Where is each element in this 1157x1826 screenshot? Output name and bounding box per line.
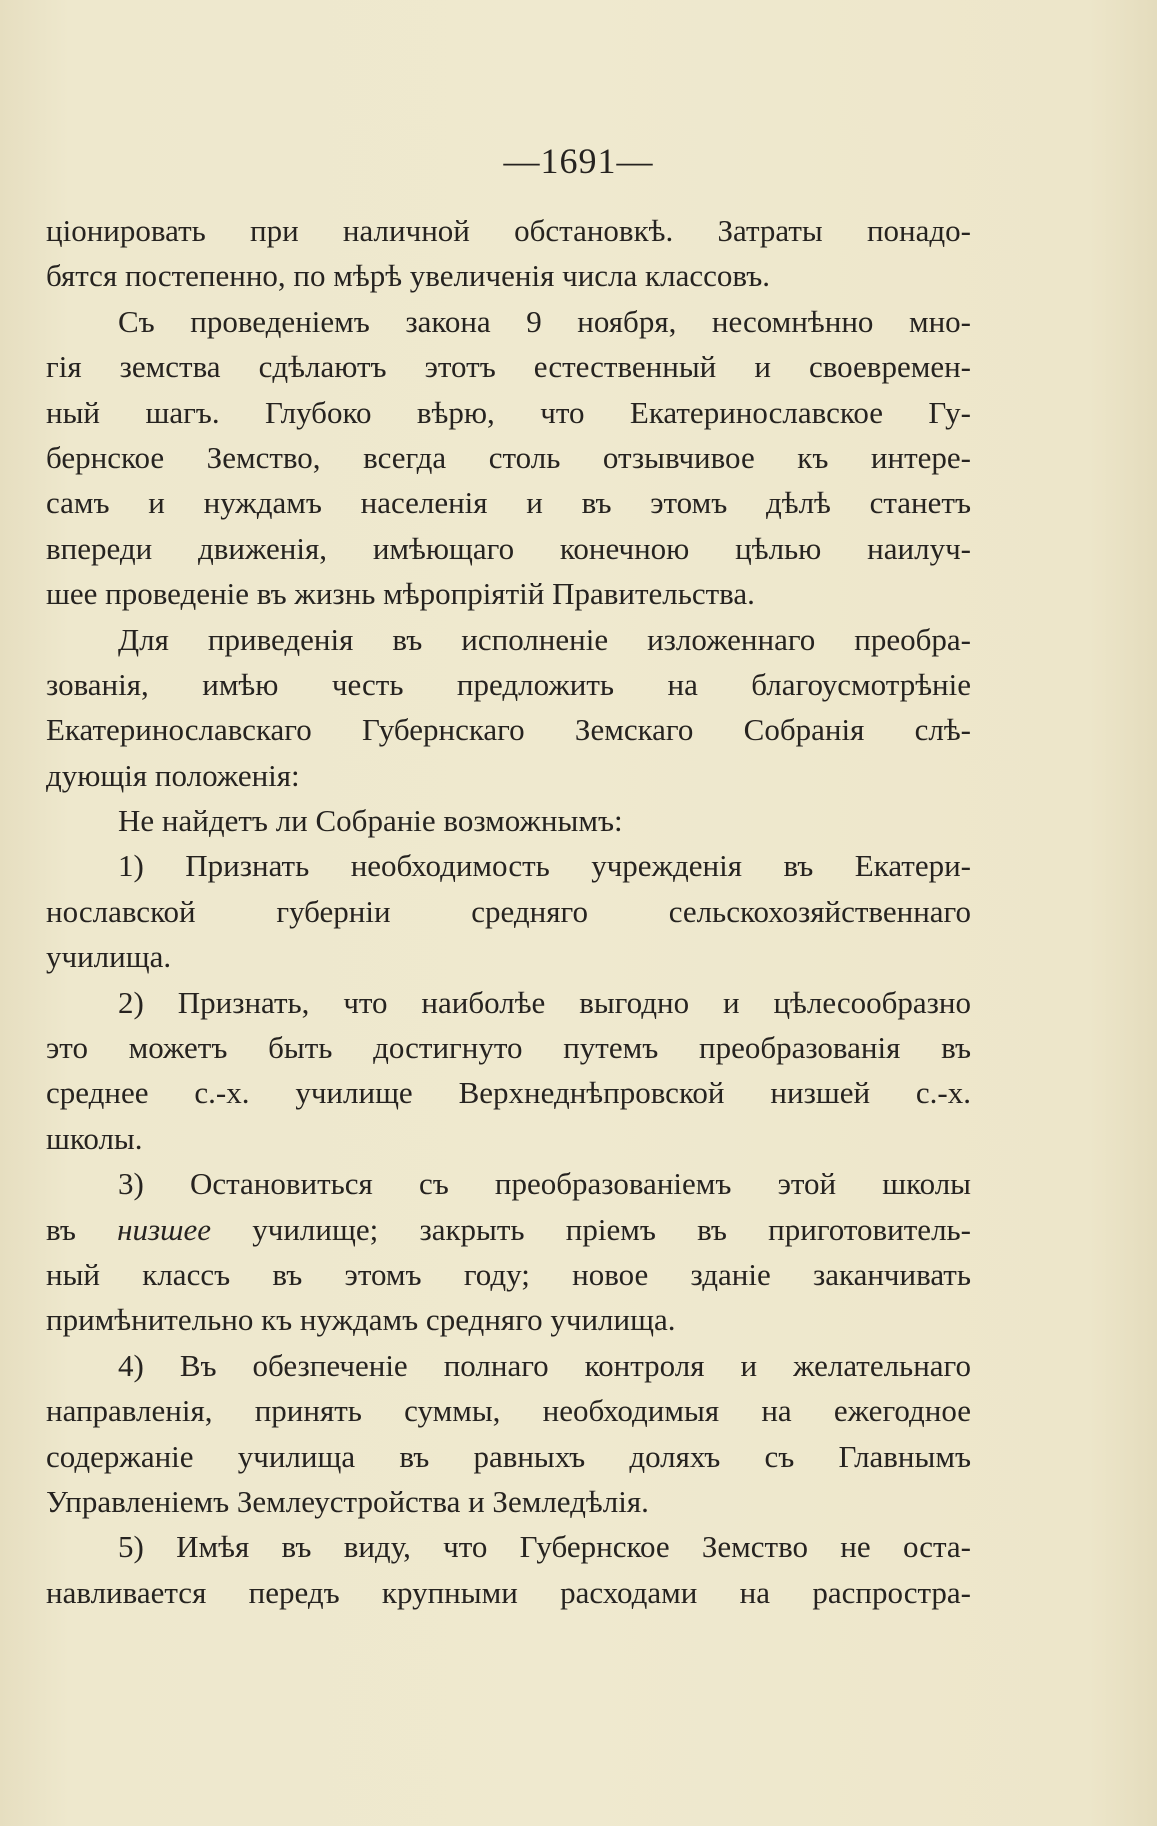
text-line: шее проведеніе въ жизнь мѣропріятій Правительства. [46, 576, 755, 612]
text-line: Съ проведеніемъ закона 9 ноября, несомнѣнно мно- [118, 303, 971, 339]
text-line: 5) Имѣя въ виду, что Губернское Земство не оста- [118, 1529, 971, 1565]
text-line: впереди движенія, имѣющаго конечною цѣлью наилуч- [46, 530, 971, 566]
text-line: Не найдетъ ли Собраніе возможнымъ: [118, 803, 623, 839]
text-line: ный классъ въ этомъ году; новое зданіе заканчивать [46, 1256, 971, 1292]
page-number: —1691— [503, 141, 654, 181]
text-line: направленія, принять суммы, необходимыя на ежегодное [46, 1393, 971, 1429]
text-line: школы. [46, 1120, 143, 1156]
text-line: Для приведенія въ исполненіе изложеннаго преобра- [118, 621, 971, 657]
text-line: ный шагъ. Глубоко вѣрю, что Екатеринославское Гу- [46, 394, 971, 430]
text-line: бятся постепенно, по мѣрѣ увеличенія числа классовъ. [46, 258, 770, 294]
text-line: 2) Признать, что наиболѣе выгодно и цѣлесообразно [118, 984, 971, 1020]
italic-emphasis: низшее [117, 1211, 212, 1247]
text-line: гія земства сдѣлаютъ этотъ естественный и своевремен- [46, 349, 971, 385]
text-line: Управленіемъ Землеустройства и Земледѣлія. [46, 1483, 649, 1519]
text-line: 4) Въ обезпеченіе полнаго контроля и желательнаго [118, 1347, 971, 1383]
text-line: бернское Земство, всегда столь отзывчивое къ интере- [46, 439, 971, 475]
text-line: дующія положенія: [46, 757, 300, 793]
text-line: содержаніе училища въ равныхъ доляхъ съ Главнымъ [46, 1438, 971, 1474]
text-line: училища. [46, 939, 172, 975]
text-line: Екатеринославскаго Губернскаго Земскаго Собранія слѣ- [46, 712, 971, 748]
text-line: нославской губерніи средняго сельскохозяйственнаго [46, 893, 971, 929]
text-line: зованія, имѣю честь предложить на благоусмотрѣніе [46, 666, 971, 702]
text-line: 1) Признать необходимость учрежденія въ Екатери- [118, 848, 971, 884]
text-line: самъ и нуждамъ населенія и въ этомъ дѣлѣ станетъ [46, 485, 971, 521]
text-line: въ низшее училище; закрыть пріемъ въ приготовитель- [46, 1211, 971, 1247]
text-line: среднее с.-х. училище Верхнеднѣпровской низшей с.-х. [46, 1075, 971, 1111]
body-text [46, 208, 971, 1615]
text-line: навливается передъ крупными расходами на распростра- [46, 1574, 971, 1610]
text-line: 3) Остановиться съ преобразованіемъ этой школы [118, 1166, 971, 1202]
text-line: ціонировать при наличной обстановкѣ. Затраты понадо- [46, 213, 971, 248]
text-line: это можетъ быть достигнуто путемъ преобразованія въ [46, 1030, 971, 1066]
text-line: примѣнительно къ нуждамъ средняго училища. [46, 1302, 676, 1338]
